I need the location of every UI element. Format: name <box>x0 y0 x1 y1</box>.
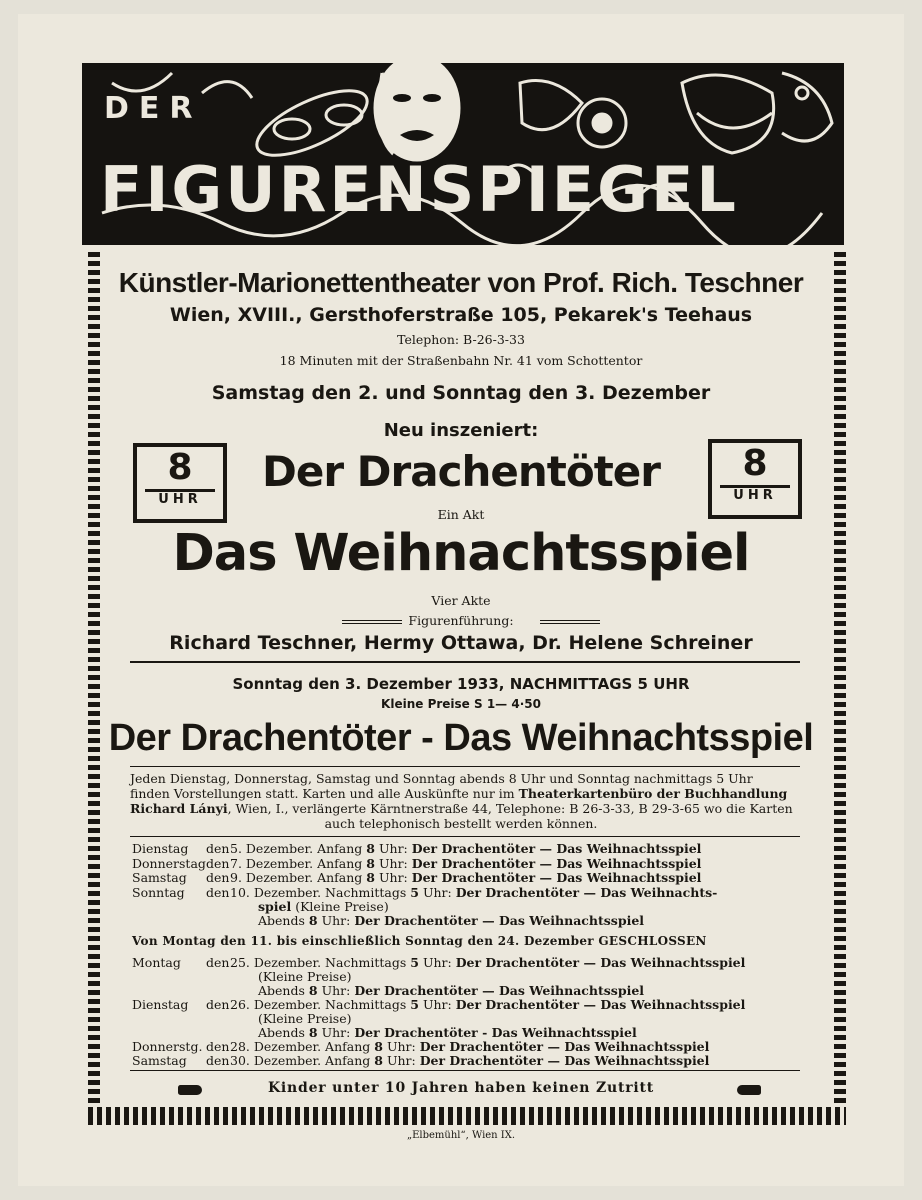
schedule-program: Der Drachentöter — Das Weihnachts- <box>455 885 718 900</box>
schedule-detail <box>230 871 701 886</box>
schedule-program: Der Drachentöter — Das Weihnachtsspiel <box>411 870 702 885</box>
schedule-date: 9. Dezember. Anfang <box>230 870 363 885</box>
schedule-den: den <box>206 997 230 1012</box>
divider <box>130 836 800 837</box>
schedule-time: 8 <box>366 856 375 871</box>
schedule-day: Donnerstag <box>132 856 206 871</box>
schedule-time: 8 <box>366 870 375 885</box>
schedule-date: 28. Dezember. Anfang <box>230 1039 371 1054</box>
schedule-time: 5 <box>410 955 419 970</box>
header-title: FIGURENSPIEGEL <box>100 153 739 226</box>
schedule-program: Der Drachentöter — Das Weihnachtsspiel <box>455 955 746 970</box>
header-der: DER <box>104 91 203 126</box>
schedule-program: Der Drachentöter — Das Weihnachtsspiel <box>419 1039 710 1054</box>
info-line-4: auch telephonisch bestellt werden können. <box>324 816 598 831</box>
schedule-detail <box>230 842 701 857</box>
schedule-den: den <box>206 955 230 970</box>
info-text: finden Vorstellungen statt. Karten und alle Auskünfte nur im <box>130 786 519 801</box>
schedule-program: Der Drachentöter — Das Weihnachtsspiel <box>411 856 702 871</box>
header-artwork <box>82 63 844 245</box>
schedule-time: 5 <box>410 997 419 1012</box>
schedule-uhr: Uhr: <box>321 983 351 998</box>
schedule-note: (Kleine Preise) <box>258 969 352 984</box>
schedule-den: den <box>206 841 230 856</box>
schedule-time: 8 <box>308 983 318 998</box>
schedule-day: Donnerstg. <box>132 1039 203 1054</box>
schedule-date: 7. Dezember. Anfang <box>230 856 363 871</box>
schedule-note: (Kleine Preise) <box>258 1011 352 1026</box>
schedule-day: Montag <box>132 955 181 970</box>
schedule-label: Abends <box>258 1025 305 1040</box>
schedule-program: Der Drachentöter — Das Weihnachtsspiel <box>419 1053 710 1068</box>
performance-dates: Samstag den 2. und Sonntag den 3. Dezember <box>211 382 711 404</box>
schedule-date: 25. Dezember. Nachmittags <box>230 955 407 970</box>
schedule-uhr: Uhr: <box>422 997 452 1012</box>
play1-sub: Ein Akt <box>437 507 485 522</box>
schedule-den: den <box>206 856 230 871</box>
play1-title: Der Drachentöter <box>262 447 660 496</box>
schedule-label: Abends <box>258 913 305 928</box>
neu-inszeniert: Neu inszeniert: <box>383 420 539 441</box>
divider <box>130 661 800 663</box>
theater-telephone: Telephon: B-26-3-33 <box>397 332 525 347</box>
info-bold: Theaterkartenbüro der Buchhandlung <box>518 786 788 801</box>
schedule-time: 8 <box>366 841 375 856</box>
schedule-den: den <box>206 1053 230 1068</box>
schedule-program: Der Drachentöter — Das Weihnachtsspiel <box>354 913 645 928</box>
schedule-date: 26. Dezember. Nachmittags <box>230 997 407 1012</box>
time-box-label: UHR <box>720 485 790 503</box>
schedule-den: den <box>206 885 230 900</box>
schedule-time: 5 <box>410 885 419 900</box>
schedule-uhr: Uhr: <box>321 913 351 928</box>
info-line-3 <box>130 802 793 817</box>
divider <box>130 766 800 767</box>
time-box-number: 8 <box>742 443 768 484</box>
matinee-prices: Kleine Preise S 1— 4·50 <box>381 697 541 711</box>
schedule-time: 8 <box>308 913 318 928</box>
schedule-program: Der Drachentöter — Das Weihnachtsspiel <box>411 841 702 856</box>
schedule-program: Der Drachentöter — Das Weihnachtsspiel <box>354 983 645 998</box>
divider <box>130 1070 800 1071</box>
schedule-day: Dienstag <box>132 841 189 856</box>
kinder-notice: Kinder unter 10 Jahren haben keinen Zutritt <box>267 1080 655 1096</box>
schedule-program: Der Drachentöter — Das Weihnachtsspiel <box>455 997 746 1012</box>
time-box-label: UHR <box>145 489 215 507</box>
schedule-uhr: Uhr: <box>386 1053 416 1068</box>
info-line-2 <box>130 787 787 802</box>
schedule-den: den <box>206 1039 230 1054</box>
schedule-detail <box>230 1054 709 1069</box>
schedule-time: 8 <box>308 1025 318 1040</box>
printer-imprint: „Elbemühl“, Wien IX. <box>406 1130 516 1141</box>
schedule-date: 10. Dezember. Nachmittags <box>230 885 407 900</box>
schedule-sonntag-abends <box>258 914 644 929</box>
schedule-day: Dienstag <box>132 997 189 1012</box>
figurenfuehrung-label: Figurenführung: <box>408 613 514 628</box>
matinee-line: Sonntag den 3. Dezember 1933, NACHMITTAGS 5 UHR <box>232 675 690 693</box>
schedule-uhr: Uhr: <box>422 885 452 900</box>
theater-name: Künstler-Marionettentheater von Prof. Rich. Teschner <box>118 267 804 298</box>
schedule-uhr: Uhr: <box>378 841 408 856</box>
schedule-label: Abends <box>258 983 305 998</box>
schedule-day: Samstag <box>132 1053 187 1068</box>
play2-sub: Vier Akte <box>431 593 491 608</box>
info-text: , Wien, I., verlängerte Kärntnerstraße 44, Telephone: B 26-3-33, B 29-3-65 wo die Karten <box>227 801 793 816</box>
matinee-title: Der Drachentöter - Das Weihnachtsspiel <box>108 717 814 759</box>
schedule-time: 8 <box>374 1039 383 1054</box>
schedule-den: den <box>206 870 230 885</box>
pointing-hand-icon <box>737 1085 761 1095</box>
schedule-date: 5. Dezember. Anfang <box>230 841 363 856</box>
theater-directions: 18 Minuten mit der Straßenbahn Nr. 41 vom Schottentor <box>279 353 643 368</box>
info-bold: Richard Lányi <box>130 801 228 816</box>
time-box-number: 8 <box>167 447 193 488</box>
schedule-uhr: Uhr: <box>321 1025 351 1040</box>
schedule-time: 8 <box>374 1053 383 1068</box>
closed-notice: Von Montag den 11. bis einschließlich Sonntag den 24. Dezember GESCHLOSSEN <box>132 934 707 948</box>
schedule-day: Samstag <box>132 870 187 885</box>
schedule-uhr: Uhr: <box>378 870 408 885</box>
bottom-border <box>88 1107 846 1125</box>
figurenfuehrung-names: Richard Teschner, Hermy Ottawa, Dr. Helene Schreiner <box>169 632 753 654</box>
theater-address: Wien, XVIII., Gersthoferstraße 105, Pekarek's Teehaus <box>169 304 753 326</box>
info-line-1: Jeden Dienstag, Donnerstag, Samstag und Sonntag abends 8 Uhr und Sonntag nachmittags 5 Uhr <box>130 771 753 786</box>
schedule-uhr: Uhr: <box>386 1039 416 1054</box>
schedule-day: Sonntag <box>132 885 185 900</box>
play2-title: Das Weihnachtsspiel <box>172 524 750 583</box>
schedule-program: Der Drachentöter - Das Weihnachtsspiel <box>354 1025 637 1040</box>
schedule-program: spiel <box>258 899 292 914</box>
schedule-note: (Kleine Preise) <box>291 899 389 914</box>
schedule-uhr: Uhr: <box>378 856 408 871</box>
schedule-uhr: Uhr: <box>422 955 452 970</box>
schedule-date: 30. Dezember. Anfang <box>230 1053 371 1068</box>
